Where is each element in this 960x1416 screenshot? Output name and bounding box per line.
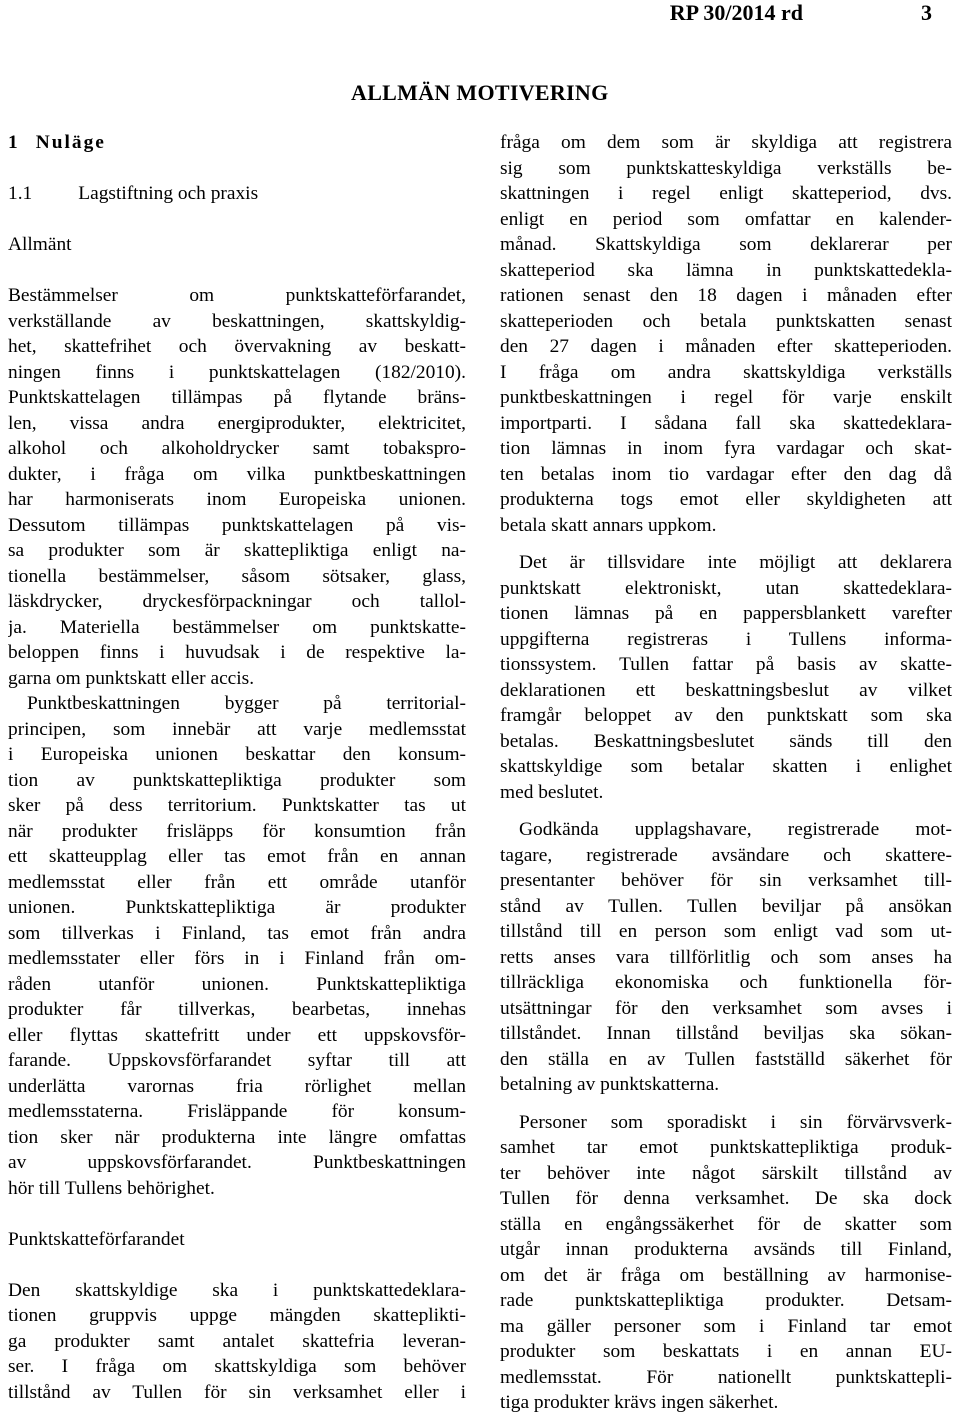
text-line: har harmoniserats inom Europeiska unionen. [8,489,466,510]
text-line: betalning av punktskatterna. [500,1074,720,1095]
text-line: garna om punktskatt eller accis. [8,667,255,689]
heading-1-number: 1 [8,132,18,153]
text-line: skatteperiod ska lämna in punktskattedekla- [500,259,952,281]
text-line: produkter som beskattats i en annan EU- [500,1341,952,1362]
right-paragraph-1 [500,130,952,538]
text-line: ja. Materiella bestämmelser om punktskatte- [8,616,466,638]
section-heading: ALLMÄN MOTIVERING [351,80,609,105]
text-line: Godkända upplagshavare, registrerade mot- [519,819,952,840]
text-line: hör till Tullens behörighet. [8,1177,215,1199]
text-line: het, skattefrihet och övervakning av beskatt- [8,336,466,357]
text-line: tionella bestämmelser, såsom sötsaker, glass, [8,565,466,587]
text-line: retts anses vara tillförlitlig och som anses ha [500,946,952,968]
text-line: len, vissa andra energiprodukter, elektricitet, [8,412,466,434]
text-line: medlemsstater eller förs in i Finland från om- [8,948,466,969]
left-paragraph-3 [8,1278,466,1406]
left-column [8,130,466,1405]
text-line: I fråga om andra skattskyldiga verkställs [500,361,952,383]
text-line: råden utanför unionen. Punktskattepliktiga [8,973,466,995]
text-line: den ställa en av Tullen fastställd säkerhet för [500,1048,952,1070]
text-line: importparti. I sådana fall ska skattedeklara- [500,412,952,434]
text-line: Det är tillsvidare inte möjligt att deklarera [519,552,952,573]
right-paragraph-2 [500,550,952,805]
text-line: som tillverkas i Finland, tas emot från andra [8,922,466,944]
text-line: medlemsstat eller från ett område utanför [8,871,466,893]
text-line: punktbeskattningen i regel för varje enskilt [500,387,952,408]
text-line: sig som punktskatteskyldiga verkställs be- [500,157,952,179]
text-line: om det är fråga om beställning av harmonise- [500,1264,952,1286]
text-line: tillstånd av Tullen för sin verksamhet eller i [8,1381,466,1403]
left-paragraph-1 [8,283,466,691]
text-line: tion sker när produkterna inte längre omfattas [8,1126,466,1148]
text-line: månad. Skattskyldiga som deklarerar per [500,234,952,255]
text-line: alkohol och alkoholdrycker samt tobakspro- [8,438,466,459]
text-line: Dessutom tillämpas punktskattelagen på vis- [8,514,466,536]
text-line: läskdrycker, dryckesförpackningar och tallol- [8,591,466,612]
text-line: underlätta varornas fria rörlighet mellan [8,1075,466,1097]
text-line: principen, som innebär att varje medlemsstat [8,718,466,740]
text-line: uppgifterna registreras i Tullens informa- [500,628,952,650]
text-line: Punktbeskattningen bygger på territorial- [27,693,466,714]
text-line: dukter, i fråga om vilka punktbeskattningen [8,463,466,485]
text-line: i Europeiska unionen beskattar den konsum- [8,744,466,765]
text-line: sker på dess territorium. Punktskatter tas ut [8,795,466,816]
left-paragraph-2 [8,691,466,1201]
text-line: eller flyttas skattefritt under ett uppskovsför- [8,1024,466,1046]
right-paragraph-4 [500,1110,952,1416]
text-line: verkställande av beskattningen, skattskyldig- [8,310,466,332]
text-line: tionssystem. Tullen fattar på basis av skatte- [500,654,952,675]
text-line: skattskyldige som betalar skatten i enlighet [500,756,952,777]
text-line: ett skatteupplag eller tas emot från en annan [8,846,466,867]
text-line: utgår innan produkterna avsänds till Finland, [500,1239,952,1260]
subheading-allmant: Allmänt [8,234,72,255]
text-line: produkter får tillverkas, bearbetas, innehas [8,999,466,1020]
text-line: tionen lämnas på en pappersblankett varefter [500,603,952,624]
text-line: betala skatt annars uppkom. [500,514,717,536]
heading-1-title: Nuläge [35,132,106,153]
text-line: sa produkter som är skattepliktiga enligt na- [8,540,466,561]
text-line: farande. Uppskovsförfarandet syftar till att [8,1050,466,1071]
text-line: unionen. Punktskattepliktiga är produkter [8,897,466,918]
text-line: Personer som sporadiskt i sin förvärvsverk- [519,1111,952,1133]
text-line: ma gäller personer som i Finland tar emot [500,1315,952,1337]
text-line: med beslutet. [500,781,604,803]
text-line: ställa en engångssäkerhet för de skatter som [500,1213,952,1235]
heading-2-title: Lagstiftning och praxis [78,183,259,204]
text-line: tionen gruppvis uppge mängden skatteplikti- [8,1305,466,1326]
text-line: ga produkter samt antalet skattefria leveran- [8,1330,466,1352]
text-line: Tullen för denna verksamhet. De ska dock [500,1188,952,1209]
text-line: Bestämmelser om punktskatteförfarandet, [8,285,466,306]
text-line: beloppen finns i huvudsak i de respektive la- [8,642,466,663]
text-line: rade punktskattepliktiga produkter. Detsam- [500,1290,952,1311]
text-line: fråga om dem som är skyldiga att registrera [500,132,952,153]
text-line: ten betalas inom tio vardagar efter den dag då [500,463,952,485]
text-line: tillräckliga ekonomiska och funktionella för- [500,972,952,993]
text-line: betalas. Beskattningsbeslutet sänds till den [500,730,952,752]
text-line: medlemsstaterna. Frisläppande för konsum- [8,1101,466,1122]
text-line: samhet tar emot punktskattepliktiga produk- [500,1137,952,1158]
right-column [500,130,952,1416]
text-line: ser. I fråga om skattskyldiga som behöver [8,1356,466,1377]
heading-level-1 [8,130,466,156]
text-line: medlemsstat. För nationellt punktskattepli- [500,1366,952,1388]
text-line: skattningen i regel enligt skatteperiod, dvs. [500,183,952,204]
text-line: Punktskattelagen tillämpas på flytande bräns- [8,387,466,408]
text-line: tillståndet. Innan tillstånd beviljas ska sökan- [500,1023,952,1044]
text-line: tion av punktskattepliktiga produkter som [8,769,466,791]
text-line: punktskatt elektroniskt, utan skattedeklara- [500,577,952,599]
text-line: enligt en period som omfattar en kalender- [500,208,952,230]
text-line: skatteperioden och betala punktskatten senast [500,310,952,332]
text-line: när produkter frisläpps för konsumtion från [8,820,466,842]
text-line: stånd av Tullen. Tullen beviljar på ansökan [500,895,952,917]
right-paragraph-3 [500,817,952,1098]
page-number: 3 [921,0,932,25]
subheading-punktskatteforfarandet: Punktskatteförfarandet [8,1228,185,1250]
text-line: utsättningar för den verksamhet som avses i [500,997,952,1019]
text-line: deklarationen ett beskattningsbeslut av vilket [500,679,952,701]
heading-level-2 [8,181,466,207]
text-line: ningen finns i punktskattelagen (182/2010). [8,361,466,383]
document-code: RP 30/2014 rd [669,0,803,25]
text-line: av uppskovsförfarandet. Punktbeskattningen [8,1152,466,1173]
heading-2-number: 1.1 [8,183,33,204]
text-line: tillstånd till en person som enligt vad som ut- [500,921,952,942]
text-line: ter behöver inte något särskilt tillstånd av [500,1162,952,1184]
text-line: presentanter behöver för sin verksamhet till- [500,870,952,891]
text-line: framgår beloppet av den punktskatt som ska [500,705,952,726]
text-line: tiga produkter krävs ingen säkerhet. [500,1392,779,1413]
text-line: rationen senast den 18 dagen i månaden efter [500,285,952,306]
text-line: den 27 dagen i månaden efter skatteperioden. [500,336,952,357]
text-line: tagare, registrerade avsändare och skattere- [500,844,952,866]
text-line: produkterna togs emot eller skyldigheten att [500,489,952,510]
text-line: Den skattskyldige ska i punktskattedeklara- [8,1279,466,1301]
text-line: tion lämnas in inom fyra vardagar och skat- [500,438,952,459]
page-header [670,0,932,26]
